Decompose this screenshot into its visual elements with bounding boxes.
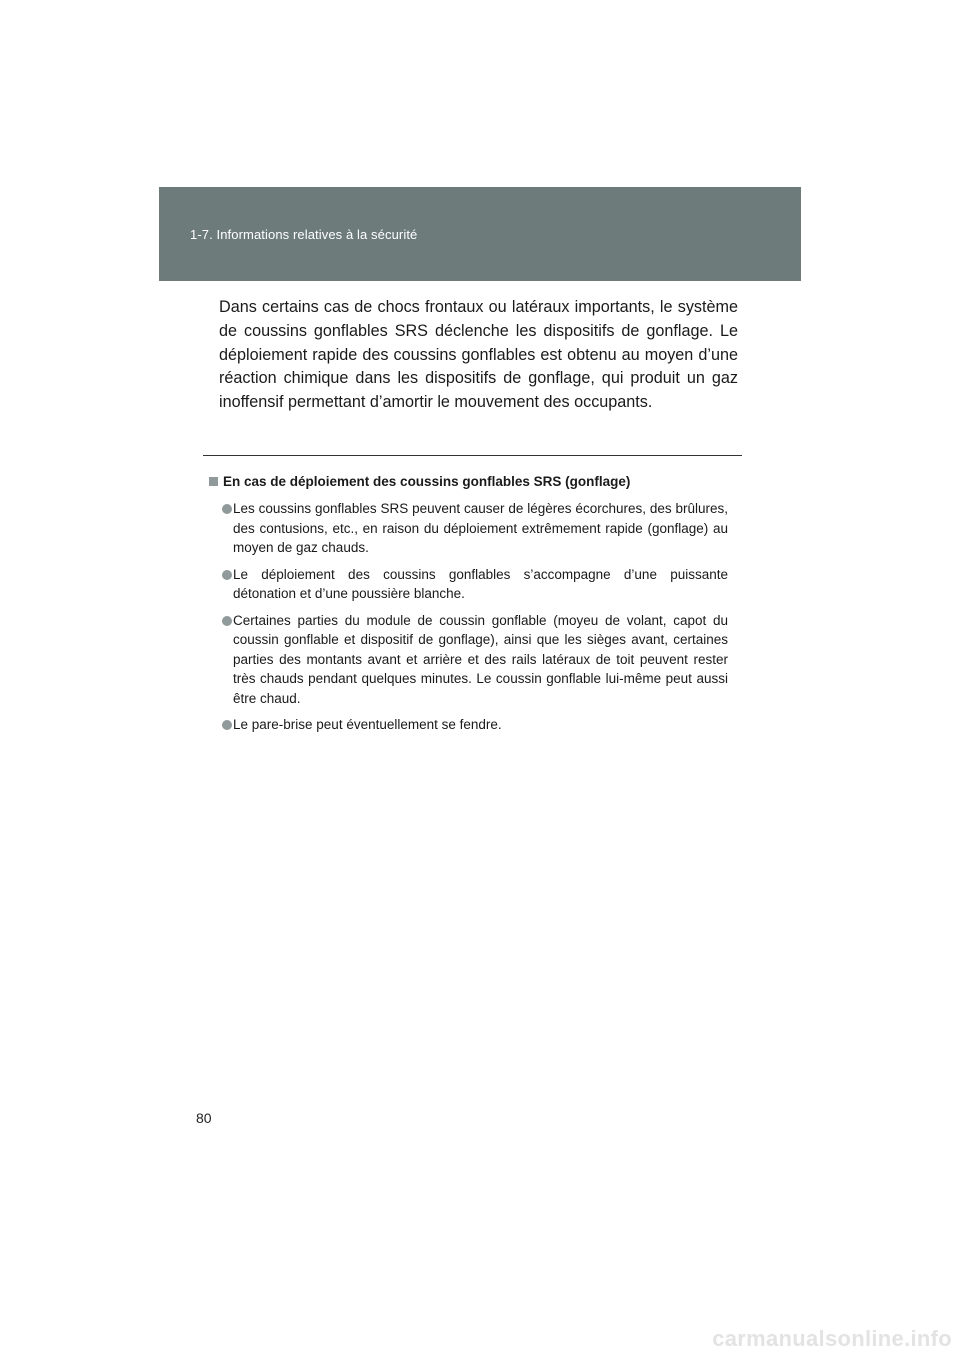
notes-heading [208,472,728,491]
square-bullet-icon [209,477,218,486]
list-item-text: Les coussins gonflables SRS peuvent causer de légères écorchures, des brûlures, des contusions, etc., en raison du déploiement extrêmement rapide (gonflage) au moyen de gaz chauds. [233,501,728,555]
list-item-text: Certaines parties du module de coussin gonflable (moyeu de volant, capot du coussin gonflable et dispositif de gonflage), ainsi que les sièges avant, certaines parties des montants avant et arrière et des rails latéraux de toit peuvent rester très chauds pendant quelques minutes. Le coussin gonflable lui-même peut aussi être chaud. [233,612,728,706]
round-bullet-icon [222,570,232,580]
list-item [208,499,728,558]
round-bullet-icon [222,504,232,514]
section-title: 1-7. Informations relatives à la sécurité [190,227,418,242]
intro-paragraph: Dans certains cas de chocs frontaux ou latéraux importants, le système de coussins gonflables SRS déclenche les dispositifs de gonflage. Le déploiement rapide des coussins gonflables est obtenu au moyen d’une réaction chimique dans les dispositifs de gonflage, qui produit un gaz inoffensif permettant d’amortir le mouvement des occupants. [219,298,738,412]
divider [203,455,742,456]
round-bullet-icon [222,720,232,730]
notes-heading-text: En cas de déploiement des coussins gonflables SRS (gonflage) [223,474,631,489]
notes-section [208,472,728,742]
list-item-text: Le déploiement des coussins gonflables s’accompagne d’une puissante détonation et d’une poussière blanche. [233,566,728,601]
round-bullet-icon [222,616,232,626]
list-item [208,565,728,604]
list-item-text: Le pare-brise peut éventuellement se fendre. [233,717,502,732]
list-item [208,611,728,709]
watermark: carmanualsonline.info [712,1326,952,1351]
list-item [208,715,728,735]
page-number: 80 [196,1110,212,1126]
